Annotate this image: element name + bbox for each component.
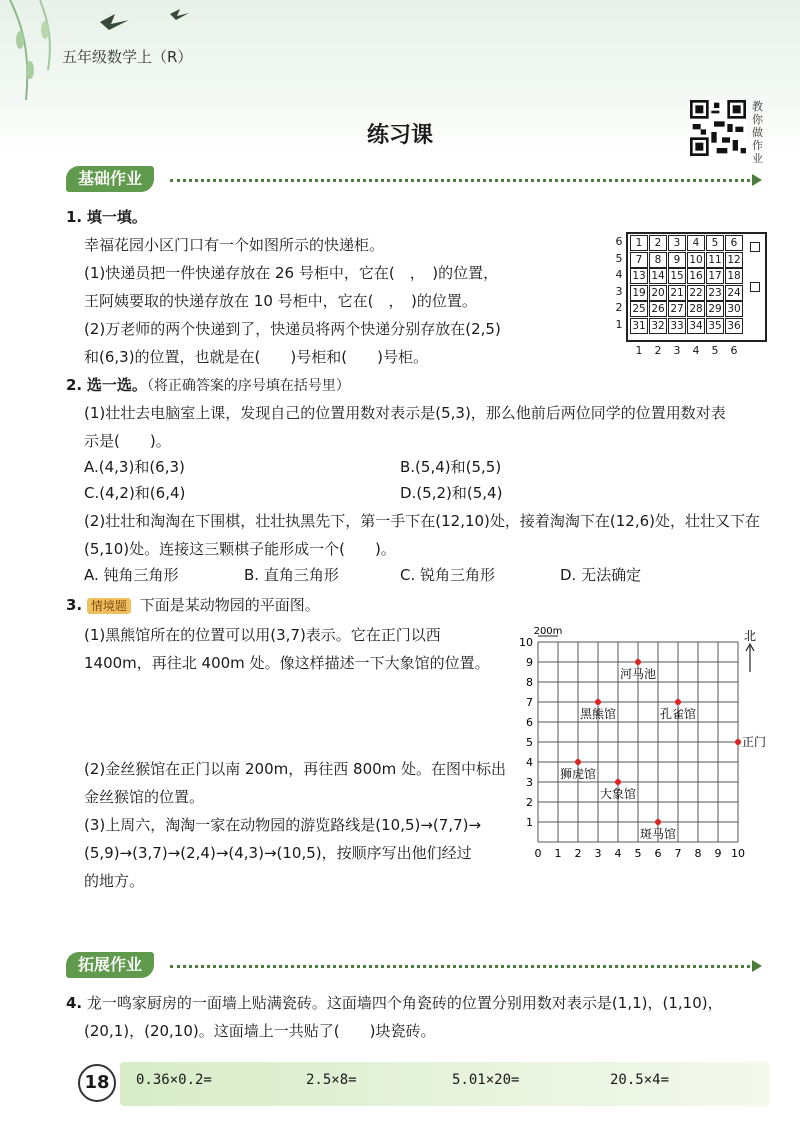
- mental-math-3: 5.01×20=: [452, 1072, 520, 1088]
- q2-title: 选一选。: [86, 376, 147, 394]
- location-marker: [575, 759, 581, 765]
- location-label: 狮虎馆: [559, 767, 597, 781]
- locker-cell: 14: [649, 268, 667, 284]
- locker-cell: 9: [668, 252, 686, 268]
- locker-cell: 20: [649, 285, 667, 301]
- q2-option-d[interactable]: D.(5,2)和(5,4): [400, 484, 503, 502]
- locker-cell: 7: [630, 252, 648, 268]
- scenario-tag: 情境题: [87, 598, 131, 614]
- q1-line-1: 幸福花园小区门口有一个如图所示的快递柜。: [84, 236, 385, 254]
- locker-cell: 6: [725, 235, 743, 251]
- q2-option-c[interactable]: C.(4,2)和(6,4): [84, 484, 186, 502]
- cabinet-col-label: 3: [673, 344, 681, 357]
- y-tick-label: 8: [526, 676, 533, 689]
- q3-p3-line-2: (5,9)→(3,7)→(2,4)→(4,3)→(10,5)，按顺序写出他们经过: [84, 844, 472, 862]
- arrow-right-icon: [752, 174, 762, 186]
- y-tick-label: 3: [526, 776, 533, 789]
- qr-code[interactable]: [690, 100, 746, 156]
- qr-caption: 教你做作业: [752, 100, 763, 165]
- locker-cell: 4: [687, 235, 705, 251]
- x-tick-label: 5: [634, 847, 642, 860]
- cabinet-row-label: 1: [615, 318, 623, 331]
- answer-space[interactable]: [84, 676, 484, 756]
- locker-cabinet-diagram: [615, 232, 770, 357]
- x-tick-label: 9: [714, 847, 722, 860]
- q2-p1-line-2: 示是( )。: [84, 432, 171, 450]
- q2-p2-option-d[interactable]: D. 无法确定: [560, 566, 642, 584]
- locker-cell: 34: [687, 318, 705, 334]
- locker-cell: 25: [630, 301, 648, 317]
- location-marker: [635, 659, 641, 665]
- locker-cell: 22: [687, 285, 705, 301]
- cabinet-col-label: 5: [711, 344, 719, 357]
- y-tick-label: 7: [526, 696, 533, 709]
- location-label: 孔雀馆: [659, 707, 697, 721]
- q1-title: 填一填。: [86, 208, 147, 226]
- section-tag-extension: 拓展作业: [66, 952, 154, 978]
- q1-number: 1.: [66, 208, 83, 226]
- q3-p3-line-3: 的地方。: [84, 872, 145, 890]
- cabinet-row-label: 5: [615, 251, 623, 265]
- cabinet-col-label: 2: [654, 344, 662, 357]
- y-tick-label: 6: [526, 716, 533, 729]
- section-divider: [170, 965, 750, 968]
- page-number: 18: [78, 1064, 116, 1102]
- section-tag-basic: 基础作业: [66, 166, 154, 192]
- location-marker: [595, 699, 601, 705]
- location-label: 河马池: [619, 667, 657, 681]
- mental-math-1: 0.36×0.2=: [136, 1072, 212, 1088]
- locker-cell: 18: [725, 268, 743, 284]
- cabinet-row-label: 2: [615, 301, 623, 315]
- locker-cell: 12: [725, 252, 743, 268]
- locker-cell: 8: [649, 252, 667, 268]
- q1-line-4: (2)万老师的两个快递到了，快递员将两个快递分别存放在(2,5): [84, 320, 501, 338]
- cabinet-row-label: 4: [615, 268, 623, 282]
- scale-label: 200m: [533, 626, 563, 637]
- locker-cell: 1: [630, 235, 648, 251]
- q1-line-3: 王阿姨要取的快递存放在 10 号柜中，它在( ， )的位置。: [84, 292, 477, 310]
- locker-cell: 29: [706, 301, 724, 317]
- grade-label: 五年级数学上（R）: [62, 48, 193, 66]
- locker-cell: 32: [649, 318, 667, 334]
- locker-cell: 2: [649, 235, 667, 251]
- q3-p3-line-1: (3)上周六，淘淘一家在动物园的游览路线是(10,5)→(7,7)→: [84, 816, 482, 834]
- locker-cell: 27: [668, 301, 686, 317]
- location-marker: [655, 819, 661, 825]
- location-label: 大象馆: [599, 787, 637, 801]
- location-marker: [615, 779, 621, 785]
- q4-line-1: 龙一鸣家厨房的一面墙上贴满瓷砖。这面墙四个角瓷砖的位置分别用数对表示是(1,1)，(1,10)，: [86, 994, 723, 1012]
- cabinet-handle: [750, 282, 760, 292]
- locker-cell: 23: [706, 285, 724, 301]
- locker-cell: 26: [649, 301, 667, 317]
- q3-p1-line-2: 1400m，再往北 400m 处。像这样描述一下大象馆的位置。: [84, 654, 490, 672]
- cabinet-row-label: 6: [615, 235, 623, 248]
- q2-number: 2.: [66, 376, 83, 394]
- north-label: 北: [743, 629, 757, 643]
- q2-option-a[interactable]: A.(4,3)和(6,3): [84, 458, 185, 476]
- q2-p2-line-2: (5,10)处。连接这三颗棋子能形成一个( )。: [84, 540, 396, 558]
- locker-cell: 16: [687, 268, 705, 284]
- mental-math-4: 20.5×4=: [610, 1072, 670, 1088]
- locker-cell: 21: [668, 285, 686, 301]
- locker-cell: 31: [630, 318, 648, 334]
- x-tick-label: 3: [594, 847, 602, 860]
- locker-cell: 30: [725, 301, 743, 317]
- location-label: 正门: [742, 735, 767, 749]
- q3-p2-line-1: (2)金丝猴馆在正门以南 200m，再往西 800m 处。在图中标出: [84, 760, 507, 778]
- section-divider: [170, 179, 750, 182]
- q2-p2-option-c[interactable]: C. 锐角三角形: [400, 566, 496, 584]
- q3-title: 下面是某动物园的平面图。: [139, 596, 320, 614]
- q4-line-2: (20,1)，(20,10)。这面墙上一共贴了( )块瓷砖。: [84, 1022, 436, 1040]
- x-tick-label: 2: [574, 847, 582, 860]
- location-marker: [735, 739, 741, 745]
- q1-line-2: (1)快递员把一件快递存放在 26 号柜中，它在( ， )的位置，: [84, 264, 499, 282]
- x-tick-label: 8: [694, 847, 702, 860]
- y-tick-label: 5: [526, 736, 533, 749]
- y-tick-label: 1: [526, 816, 533, 829]
- cabinet-col-label: 4: [692, 344, 700, 357]
- q2-note: （将正确答案的序号填在括号里）: [146, 378, 350, 394]
- zoo-map: [512, 620, 772, 870]
- locker-cell: 28: [687, 301, 705, 317]
- locker-cell: 15: [668, 268, 686, 284]
- cabinet-handle: [750, 242, 760, 252]
- q2-p2-option-b[interactable]: B. 直角三角形: [244, 566, 339, 584]
- x-tick-label: 7: [674, 847, 682, 860]
- x-tick-label: 4: [614, 847, 622, 860]
- locker-cell: 11: [706, 252, 724, 268]
- q3-p1-line-1: (1)黑熊馆所在的位置可以用(3,7)表示。它在正门以西: [84, 626, 441, 644]
- location-label: 黑熊馆: [579, 707, 617, 721]
- locker-cell: 35: [706, 318, 724, 334]
- x-tick-label: 0: [534, 847, 542, 860]
- locker-cell: 36: [725, 318, 743, 334]
- location-marker: [675, 699, 681, 705]
- x-tick-label: 6: [654, 847, 662, 860]
- page-title: 练习课: [366, 123, 433, 148]
- q2-p2-option-a[interactable]: A. 钝角三角形: [84, 566, 179, 584]
- x-tick-label: 10: [731, 847, 745, 860]
- cabinet-col-label: 1: [635, 344, 643, 357]
- q2-p2-line-1: (2)壮壮和淘淘在下围棋，壮壮执黑先下，第一手下在(12,10)处，接着淘淘下在(12,6)处，壮壮又下在: [84, 512, 760, 530]
- footer-bar: [120, 1062, 770, 1106]
- x-tick-label: 1: [554, 847, 562, 860]
- y-tick-label: 10: [519, 636, 533, 649]
- locker-cell: 3: [668, 235, 686, 251]
- arrow-right-icon: [752, 960, 762, 972]
- q4-number: 4.: [66, 994, 83, 1012]
- y-tick-label: 2: [526, 796, 533, 809]
- location-label: 斑马馆: [639, 827, 677, 841]
- locker-cell: 33: [668, 318, 686, 334]
- locker-cell: 13: [630, 268, 648, 284]
- y-tick-label: 9: [526, 656, 533, 669]
- cabinet-col-label: 6: [730, 344, 738, 357]
- mental-math-2: 2.5×8=: [306, 1072, 357, 1088]
- locker-cell: 17: [706, 268, 724, 284]
- locker-cell: 5: [706, 235, 724, 251]
- q3-number: 3.: [66, 596, 83, 614]
- locker-cell: 10: [687, 252, 705, 268]
- y-tick-label: 4: [526, 756, 533, 769]
- q2-option-b[interactable]: B.(5,4)和(5,5): [400, 458, 502, 476]
- cabinet-row-label: 3: [615, 284, 623, 298]
- locker-cell: 19: [630, 285, 648, 301]
- q2-p1-line-1: (1)壮壮去电脑室上课，发现自己的位置用数对表示是(5,3)，那么他前后两位同学的位置用数对表: [84, 404, 726, 422]
- locker-cell: 24: [725, 285, 743, 301]
- q1-line-5: 和(6,3)的位置，也就是在( )号柜和( )号柜。: [84, 348, 428, 366]
- q3-p2-line-2: 金丝猴馆的位置。: [84, 788, 205, 806]
